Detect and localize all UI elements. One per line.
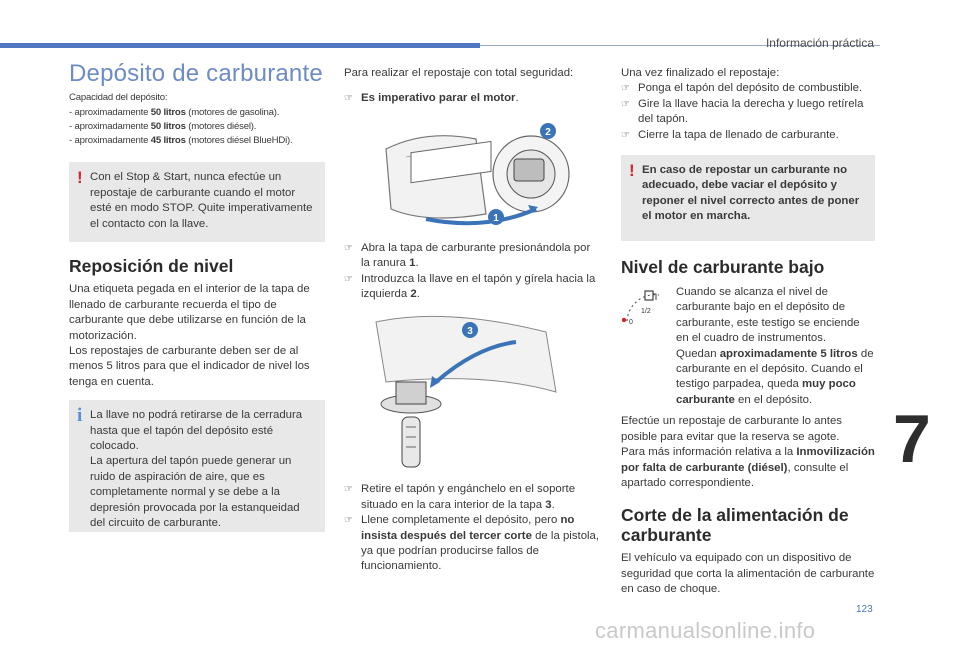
header-accent-bar [0, 43, 480, 48]
list-item: ☞ Abra la tapa de carburante presionándola por la ranura 1. [344, 241, 602, 272]
column-1 [69, 60, 325, 532]
figure-label: 3 [467, 326, 473, 338]
arrow-bullet-icon: ☞ [344, 242, 353, 254]
page-title: Depósito de carburante [69, 60, 323, 87]
capacity-item: - aproximadamente 50 litros (motores de gasolina). [69, 107, 280, 119]
warning-icon: ! [77, 168, 83, 188]
column-3 [621, 66, 875, 598]
low-fuel-text: Cuando se alcanza el nivel de carburante bajo en el depósito de carburante, este testigo se enciende en el cuadro de instrumentos. [676, 286, 860, 345]
capacity-block [69, 91, 325, 148]
after-refill-intro: Una vez finalizado el repostaje: [621, 67, 780, 79]
arrow-bullet-icon: ☞ [621, 98, 630, 110]
low-fuel-text: Quedan aproximadamente 5 litros de carburante en el depósito. Cuando el testigo parpadea, queda muy poco carburante en el depósito. [676, 347, 874, 406]
warning-icon: ! [629, 161, 635, 181]
list-item: ☞ Es imperativo parar el motor. [344, 91, 602, 106]
fuel-cutoff-section-title: Corte de la alimentación de carburante [621, 505, 849, 546]
warning-text: En caso de repostar un carburante no adecuado, debe vaciar el depósito y reponer el nivel correcto antes de poner el motor en marcha. [642, 164, 860, 223]
refill-paragraph: Los repostajes de carburante deben ser de al menos 5 litros para que el indicador de nivel los tenga en cuenta. [69, 345, 310, 388]
capacity-label: Capacidad del depósito: [69, 92, 168, 104]
safety-intro: Para realizar el repostaje con total seguridad: [344, 67, 574, 79]
gauge-zero-label: 0 [629, 319, 633, 327]
capacity-item: - aproximadamente 50 litros (motores diésel). [69, 121, 257, 133]
fuel-cap-removal-illustration [366, 312, 576, 472]
chapter-number: 7 [893, 401, 931, 477]
list-item: ☞ Cierre la tapa de llenado de carburante. [621, 128, 875, 143]
arrow-bullet-icon: ☞ [344, 484, 353, 496]
wrong-fuel-warning-box [621, 155, 875, 241]
warning-text: Con el Stop & Start, nunca efectúe un repostaje de carburante cuando el motor esté en modo STOP. Quite imperativamente el contacto con la llave. [90, 171, 313, 230]
column-2 [344, 66, 602, 575]
arrow-bullet-icon: ☞ [344, 93, 353, 105]
info-text: La apertura del tapón puede generar un ruido de aspiración de aire, que es completamente normal y se debe a la depresión provocada por la estanqueidad del circuito de carburante. [90, 455, 300, 530]
watermark-text: carmanualsonline.info [595, 618, 816, 643]
low-fuel-reference: Para más información relativa a la Inmovilización por falta de carburante (diésel), consulte el apartado correspondiente. [621, 446, 875, 489]
arrow-bullet-icon: ☞ [344, 515, 353, 527]
fuel-cutoff-text: El vehículo va equipado con un dispositivo de seguridad que corta la alimentación de carburante en caso de choque. [621, 552, 875, 596]
refill-section-title: Reposición de nivel [69, 256, 234, 277]
fuel-gauge-warning-icon [621, 287, 663, 327]
figure-label: 2 [545, 126, 551, 138]
arrow-bullet-icon: ☞ [344, 273, 353, 285]
section-title: Información práctica [765, 36, 874, 50]
refill-paragraph: Una etiqueta pegada en el interior de la tapa de llenado de carburante recuerda el tipo de carburante que debe utilizarse en función de la motorización. [69, 283, 310, 342]
stop-start-warning-box [69, 162, 325, 242]
fuel-flap-opening-illustration [366, 119, 576, 229]
arrow-bullet-icon: ☞ [621, 83, 630, 95]
list-item: ☞ Introduzca la llave en el tapón y gírela hacia la izquierda 2. [344, 272, 602, 303]
info-text: La llave no podrá retirarse de la cerradura hasta que el tapón del depósito esté colocado. [90, 409, 303, 453]
page-number: 123 [856, 604, 873, 615]
capacity-item: - aproximadamente 45 litros (motores diésel BlueHDi). [69, 135, 293, 147]
info-icon: i [77, 405, 83, 427]
low-fuel-section-title: Nivel de carburante bajo [621, 257, 825, 278]
low-fuel-advice: Efectúe un repostaje de carburante lo antes posible para evitar que la reserva se agote. [621, 415, 842, 443]
list-item: ☞ Llene completamente el depósito, pero no insista después del tercer corte de la pistola, ya que podrían producirse fallos de funcionamiento. [344, 513, 602, 575]
figure-label: 1 [493, 212, 499, 224]
low-fuel-block [621, 285, 875, 408]
gauge-half-label: 1/2 [641, 308, 651, 316]
list-item: ☞ Ponga el tapón del depósito de combustible. [621, 81, 875, 96]
list-item: ☞ Gire la llave hacia la derecha y luego retírela del tapón. [621, 97, 875, 128]
info-box [69, 400, 325, 532]
arrow-bullet-icon: ☞ [621, 129, 630, 141]
list-item: ☞ Retire el tapón y engánchelo en el soporte situado en la cara interior de la tapa 3. [344, 482, 602, 513]
